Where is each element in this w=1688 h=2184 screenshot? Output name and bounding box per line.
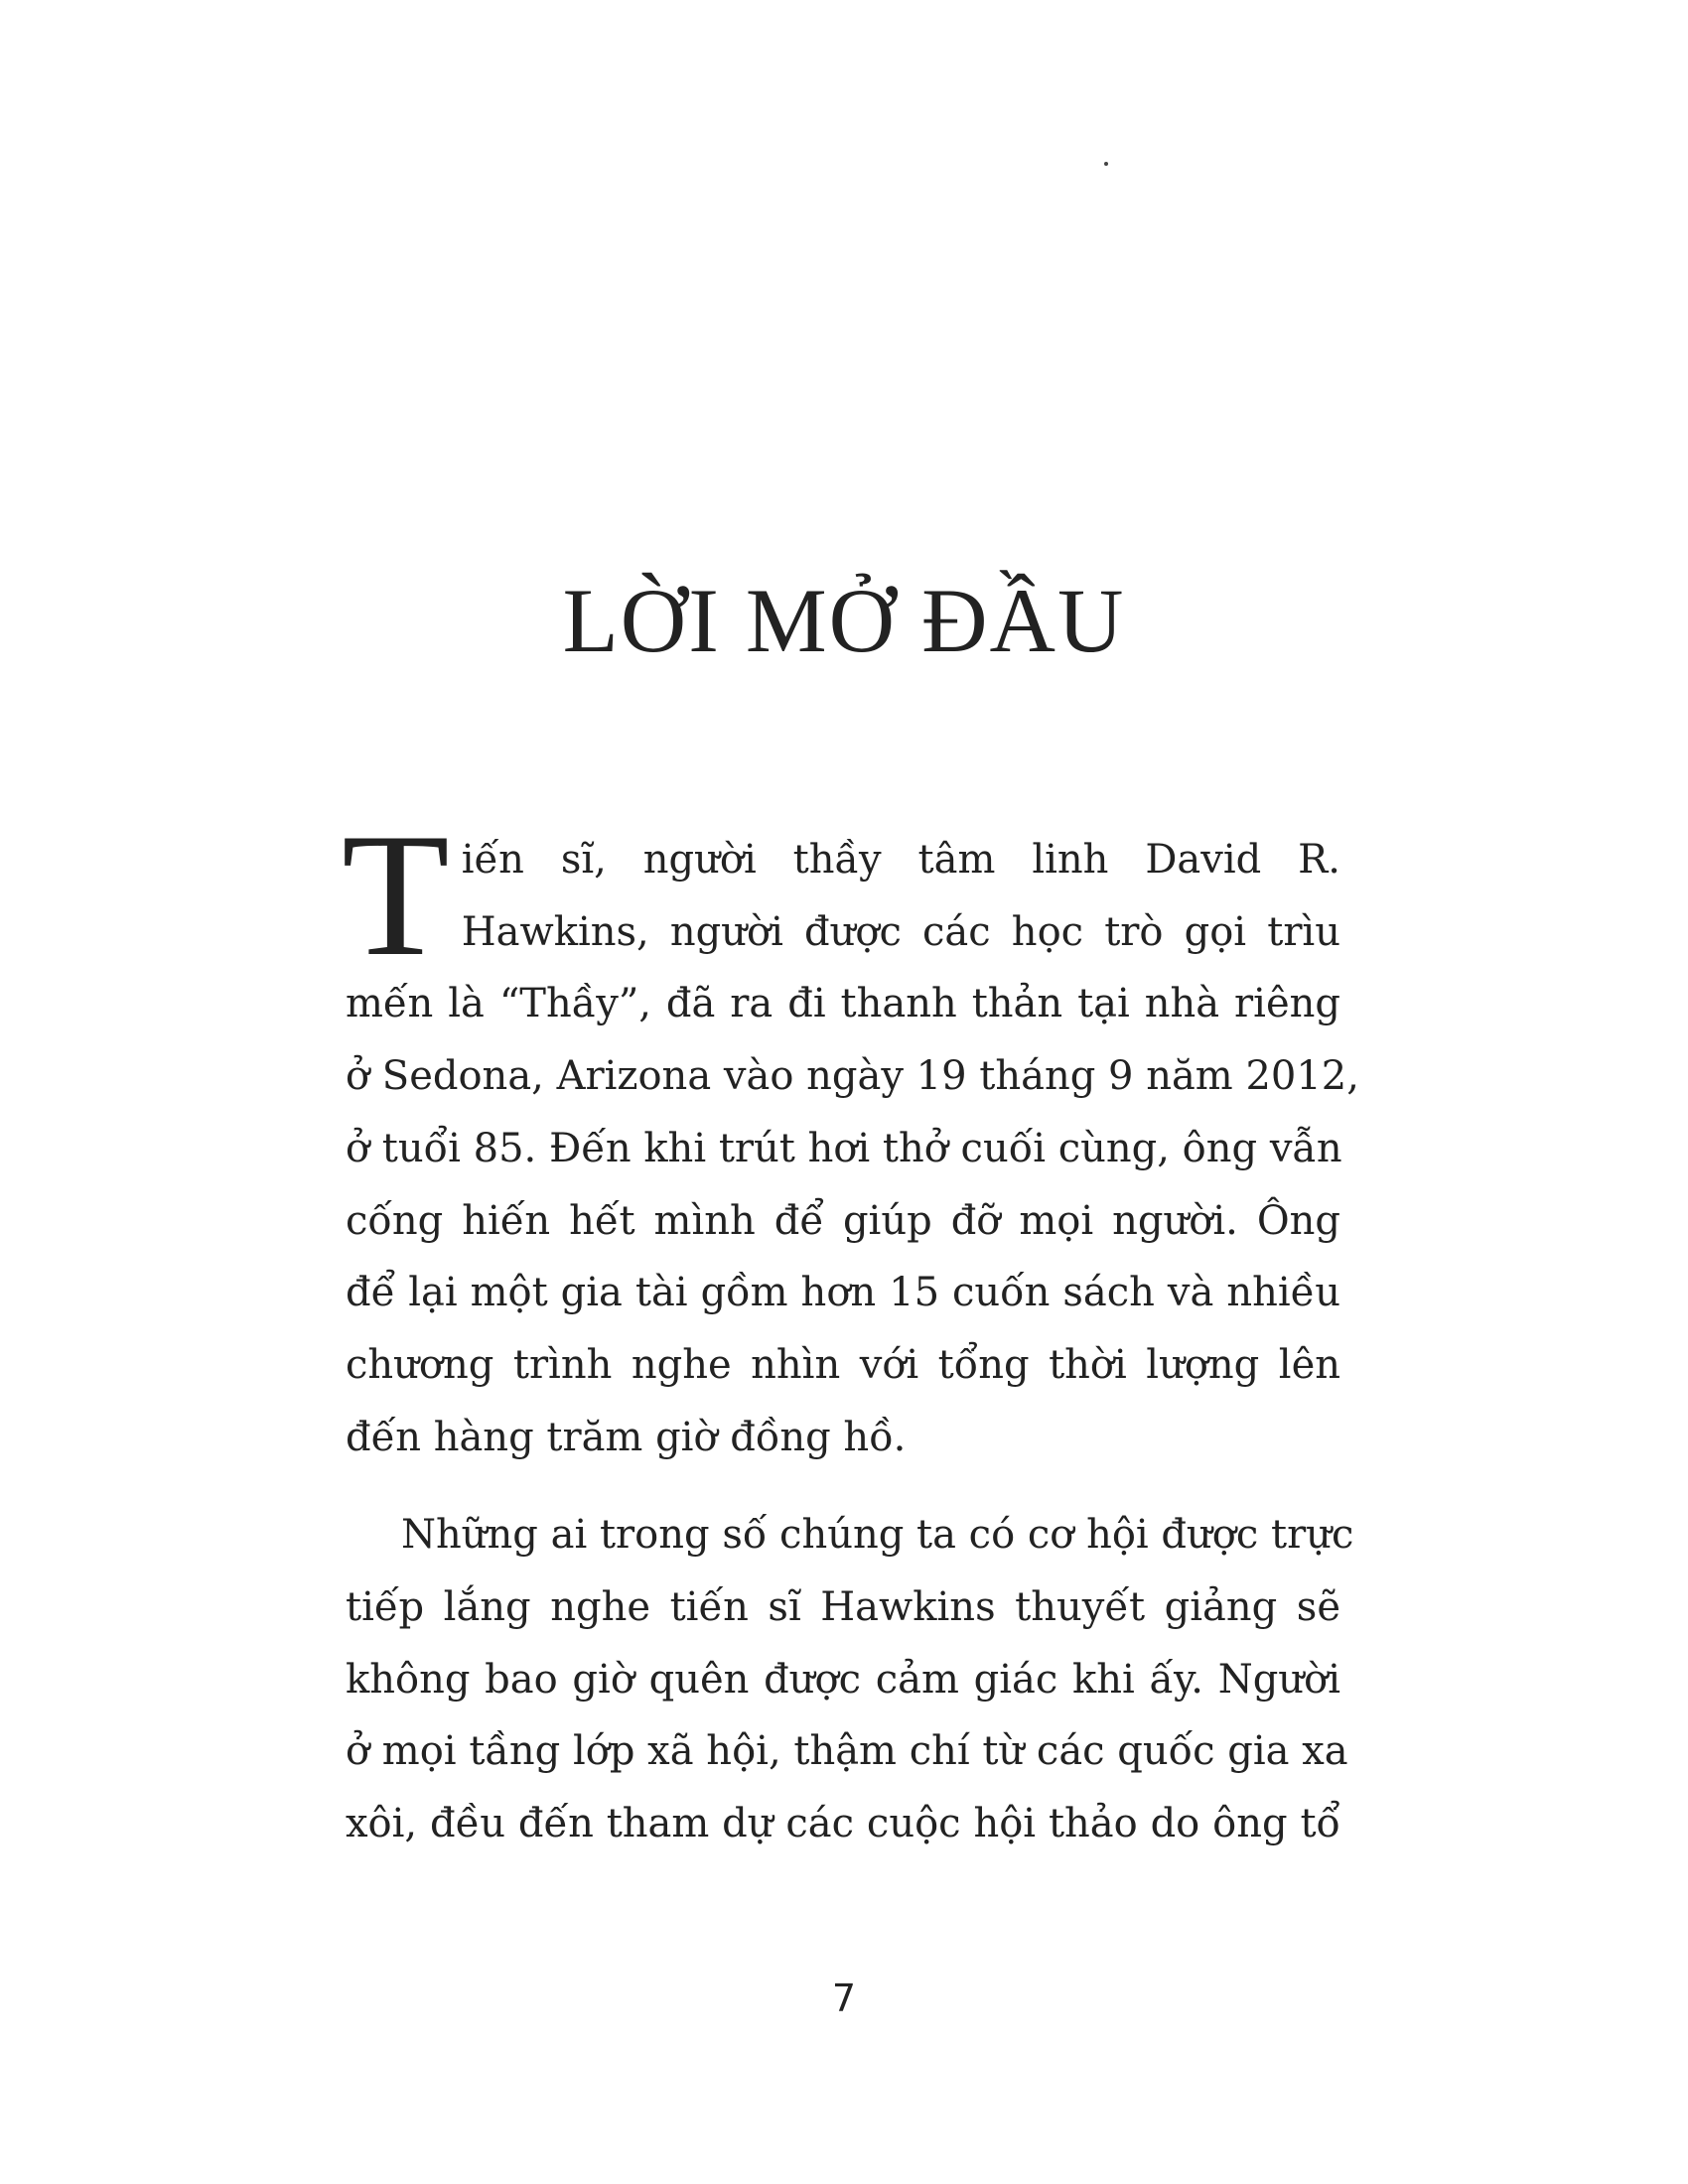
paragraph-2	[346, 1499, 1354, 1860]
text-line: ở mọi tầng lớp xã hội, thậm chí từ các quốc gia xa	[346, 1728, 1348, 1775]
text-line: chương trình nghe nhìn với tổng thời lượng lên	[346, 1341, 1340, 1388]
text-line: cống hiến hết mình để giúp đỡ mọi người. Ông	[346, 1197, 1340, 1244]
drop-cap: T	[342, 796, 450, 993]
paragraph-1	[342, 796, 1359, 1473]
text-line: không bao giờ quên được cảm giác khi ấy. Người	[346, 1656, 1340, 1703]
text-line: iến sĩ, người thầy tâm linh David R.	[461, 837, 1340, 883]
text-line: ở Sedona, Arizona vào ngày 19 tháng 9 năm 2012,	[346, 1053, 1359, 1100]
text-line: xôi, đều đến tham dự các cuộc hội thảo do ông tổ	[346, 1801, 1340, 1847]
page-number: 7	[831, 1977, 857, 2020]
text-line: mến là “Thầy”, đã ra đi thanh thản tại nhà riêng	[346, 981, 1340, 1027]
text-line: ở tuổi 85. Đến khi trút hơi thở cuối cùng, ông vẫn	[346, 1125, 1342, 1171]
text-line: Những ai trong số chúng ta có cơ hội được trực	[401, 1512, 1354, 1559]
chapter-title: LỜI MỞ ĐẦU	[562, 570, 1126, 671]
body-text	[342, 796, 1359, 1860]
text-line: tiếp lắng nghe tiến sĩ Hawkins thuyết giảng sẽ	[346, 1584, 1340, 1631]
text-line: đến hàng trăm giờ đồng hồ.	[346, 1414, 907, 1460]
print-speck	[1104, 162, 1108, 166]
text-line: để lại một gia tài gồm hơn 15 cuốn sách và nhiều	[346, 1270, 1340, 1316]
text-line: Hawkins, người được các học trò gọi trìu	[461, 908, 1340, 955]
